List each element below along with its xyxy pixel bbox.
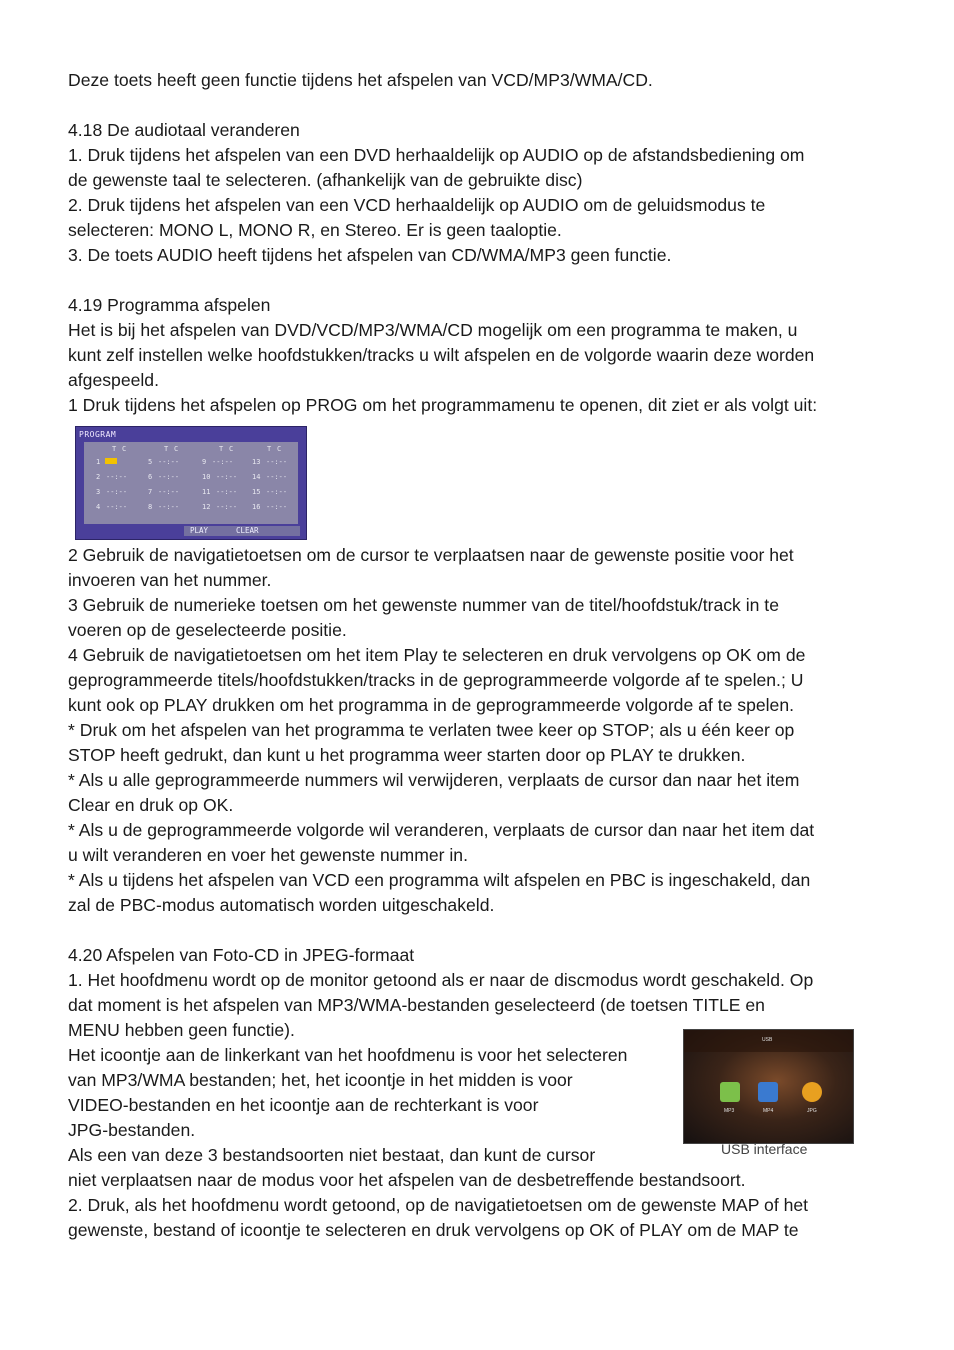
paragraph-line: selecteren: MONO L, MONO R, en Stereo. Er is geen taaloptie. [68,220,562,240]
paragraph-line: Als een van deze 3 bestandsoorten niet bestaat, dan kunt de cursor [68,1145,596,1165]
paragraph-line: niet verplaatsen naar de modus voor het afspelen van de desbetreffende bestandsoort. [68,1170,746,1190]
paragraph-line: * Als u alle geprogrammeerde nummers wil verwijderen, verplaats de cursor dan naar het item [68,770,800,790]
paragraph-line: 1. Het hoofdmenu wordt op de monitor getoond als er naar de discmodus wordt geschakeld. Op [68,970,814,990]
program-slot-number: 11 [202,488,211,496]
paragraph-line: Het icoontje aan de linkerkant van het hoofdmenu is voor het selecteren [68,1045,628,1065]
jpg-label: JPG [807,1108,817,1114]
paragraph-line: MENU hebben geen functie). [68,1020,295,1040]
paragraph-line: invoeren van het nummer. [68,570,272,590]
paragraph-line: afgespeeld. [68,370,159,390]
paragraph-line: de gewenste taal te selecteren. (afhankelijk van de gebruikte disc) [68,170,583,190]
program-slot-number: 14 [252,473,261,481]
program-slot-number: 4 [96,503,101,511]
program-slot[interactable]: --:-- [216,488,238,496]
paragraph-line: * Als u tijdens het afspelen van VCD een programma wilt afspelen en PBC is ingeschakeld, dan [68,870,811,890]
program-slot-number: 5 [148,458,153,466]
paragraph-line: STOP heeft gedrukt, dan kunt u het programma weer starten door op PLAY te drukken. [68,745,746,765]
program-menu-title: PROGRAM [79,430,117,439]
program-menu-panel [84,442,298,524]
program-slot-number: 16 [252,503,261,511]
program-slot[interactable]: --:-- [158,458,180,466]
usb-interface-screenshot [683,1029,854,1144]
paragraph-line: 2. Druk, als het hoofdmenu wordt getoond, op de navigatietoetsen om de gewenste MAP of het [68,1195,809,1215]
program-cursor [105,458,117,464]
program-slot[interactable]: --:-- [216,473,238,481]
program-slot[interactable]: --:-- [106,488,128,496]
paragraph-line: VIDEO-bestanden en het icoontje aan de rechterkant is voor [68,1095,539,1115]
music-icon[interactable] [720,1082,740,1102]
program-slot-number: 9 [202,458,207,466]
program-slot[interactable]: --:-- [212,458,234,466]
program-slot[interactable]: --:-- [266,458,288,466]
paragraph-line: zal de PBC-modus automatisch worden uitgeschakeld. [68,895,495,915]
program-slot[interactable]: --:-- [266,488,288,496]
paragraph-line: 4 Gebruik de navigatietoetsen om het item Play te selecteren en druk vervolgens op OK om de [68,645,806,665]
program-slot[interactable]: --:-- [266,473,288,481]
program-slot-number: 7 [148,488,153,496]
play-button[interactable]: PLAY [190,526,209,535]
program-buttons [184,526,300,536]
paragraph-line: gewenste, bestand of icoontje te selecteren en druk vervolgens op OK of PLAY om de MAP te [68,1220,799,1240]
program-slot[interactable]: --:-- [106,503,128,511]
mp3-label: MP3 [724,1108,735,1114]
program-slot[interactable]: --:-- [158,473,180,481]
paragraph-line: JPG-bestanden. [68,1120,196,1140]
column-header-c: C [229,445,234,453]
paragraph-line: u wilt veranderen en voer het gewenste nummer in. [68,845,468,865]
program-slot[interactable]: --:-- [158,503,180,511]
program-slot[interactable]: --:-- [158,488,180,496]
mp4-label: MP4 [763,1108,774,1114]
paragraph-line: voeren op de geselecteerde positie. [68,620,347,640]
section-heading: 4.18 De audiotaal veranderen [68,120,300,140]
column-header-t: T [164,445,169,453]
usb-top-label: USB [762,1037,773,1043]
section-heading: 4.19 Programma afspelen [68,295,271,315]
image-icon[interactable] [802,1082,822,1102]
paragraph-line: 3. De toets AUDIO heeft tijdens het afspelen van CD/WMA/MP3 geen functie. [68,245,672,265]
paragraph-line: Het is bij het afspelen van DVD/VCD/MP3/WMA/CD mogelijk om een programma te maken, u [68,320,798,340]
paragraph-line: kunt zelf instellen welke hoofdstukken/tracks u wilt afspelen en de volgorde waarin deze worden [68,345,815,365]
paragraph-line: 2. Druk tijdens het afspelen van een VCD herhaaldelijk op AUDIO om de geluidsmodus te [68,195,766,215]
program-slot-number: 8 [148,503,153,511]
paragraph-line: * Als u de geprogrammeerde volgorde wil veranderen, verplaats de cursor dan naar het item dat [68,820,815,840]
usb-caption: USB interface [721,1141,808,1157]
column-header-c: C [277,445,282,453]
program-slot-number: 13 [252,458,261,466]
section-heading: 4.20 Afspelen van Foto-CD in JPEG-formaat [68,945,415,965]
paragraph-line: Deze toets heeft geen functie tijdens het afspelen van VCD/MP3/WMA/CD. [68,70,653,90]
program-slot-number: 3 [96,488,101,496]
paragraph-line: * Druk om het afspelen van het programma te verlaten twee keer op STOP; als u één keer op [68,720,795,740]
paragraph-line: 3 Gebruik de numerieke toetsen om het gewenste nummer van de titel/hoofdstuk/track in te [68,595,779,615]
column-header-c: C [122,445,127,453]
paragraph-line: van MP3/WMA bestanden; het, het icoontje in het midden is voor [68,1070,573,1090]
program-slot[interactable]: --:-- [266,503,288,511]
column-header-t: T [267,445,272,453]
film-icon[interactable] [758,1082,778,1102]
program-slot-number: 15 [252,488,261,496]
column-header-c: C [174,445,179,453]
program-slot-number: 2 [96,473,101,481]
program-slot-number: 1 [96,458,101,466]
paragraph-line: kunt ook op PLAY drukken om het programma in de geprogrammeerde volgorde af te spelen. [68,695,794,715]
clear-button[interactable]: CLEAR [236,526,259,535]
paragraph-line: dat moment is het afspelen van MP3/WMA-bestanden geselecteerd (de toetsen TITLE en [68,995,765,1015]
program-slot[interactable]: --:-- [106,473,128,481]
column-header-t: T [219,445,224,453]
paragraph-line: 2 Gebruik de navigatietoetsen om de cursor te verplaatsen naar de gewenste positie voor het [68,545,794,565]
program-slot[interactable]: --:-- [216,503,238,511]
program-slot-number: 10 [202,473,211,481]
program-menu-screenshot [75,426,307,540]
program-slot-number: 6 [148,473,153,481]
paragraph-line: Clear en druk op OK. [68,795,234,815]
paragraph-line: 1 Druk tijdens het afspelen op PROG om het programmamenu te openen, dit ziet er als volgt uit: [68,395,818,415]
paragraph-line: geprogrammeerde titels/hoofdstukken/tracks in de geprogrammeerde volgorde af te spelen.; U [68,670,804,690]
program-slot-number: 12 [202,503,211,511]
column-header-t: T [112,445,117,453]
paragraph-line: 1. Druk tijdens het afspelen van een DVD herhaaldelijk op AUDIO op de afstandsbediening om [68,145,805,165]
